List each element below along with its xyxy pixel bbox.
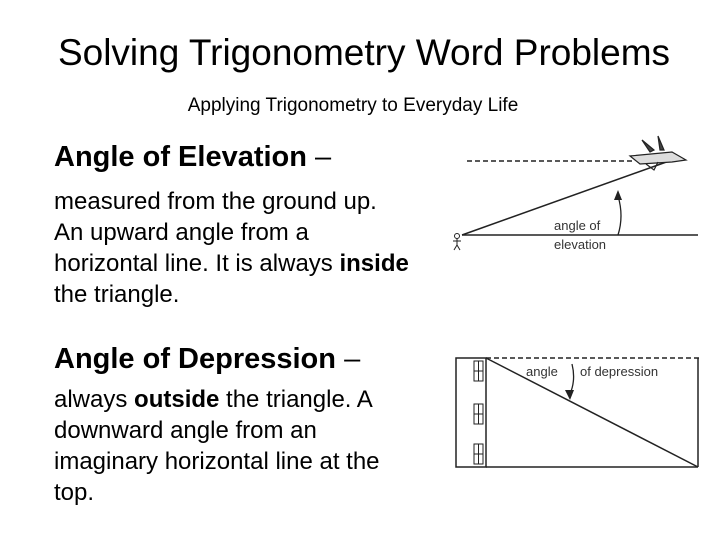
elevation-line-4: the triangle. [54, 281, 180, 308]
elevation-diagram [440, 128, 720, 268]
depression-line-1 [54, 384, 494, 415]
depression-line-1-pre: always [54, 386, 135, 413]
depression-diagram [448, 350, 708, 475]
depression-heading-dash: – [344, 343, 361, 375]
depression-heading [54, 341, 360, 377]
depression-heading-text: Angle of Depression [54, 343, 336, 375]
elevation-description [54, 186, 494, 310]
elevation-label-1: angle of [554, 218, 601, 233]
depression-label-1: angle [526, 364, 558, 379]
depression-line-2: downward angle from an [54, 417, 317, 444]
depression-description [54, 384, 494, 508]
elevation-arc-arrow [618, 196, 621, 235]
elevation-arrowhead [614, 190, 622, 200]
depression-line-1-post: the triangle. A [219, 386, 373, 413]
elevation-keyword-inside: inside [339, 250, 409, 277]
depression-arc-arrow [570, 364, 574, 394]
depression-line-3: imaginary horizontal line at the [54, 448, 380, 475]
slide-subtitle: Applying Trigonometry to Everyday Life [187, 95, 519, 116]
depression-line-4: top. [54, 479, 95, 506]
elevation-heading-text: Angle of Elevation [54, 141, 307, 173]
slide-title: Solving Trigonometry Word Problems [57, 32, 671, 73]
elevation-label-2: elevation [554, 237, 607, 252]
depression-label-2: of depression [580, 364, 659, 379]
building [456, 358, 486, 467]
elevation-line-2: An upward angle from a [54, 219, 309, 246]
elevation-line-1: measured from the ground up. [54, 188, 377, 215]
person-icon [453, 234, 461, 251]
elevation-heading-dash: – [315, 141, 332, 173]
elevation-line-3-text: horizontal line. It is always [54, 250, 340, 277]
elevation-line-3 [54, 248, 494, 279]
depression-keyword-outside: outside [134, 386, 220, 413]
building-windows [474, 361, 483, 464]
elevation-heading [54, 139, 331, 175]
